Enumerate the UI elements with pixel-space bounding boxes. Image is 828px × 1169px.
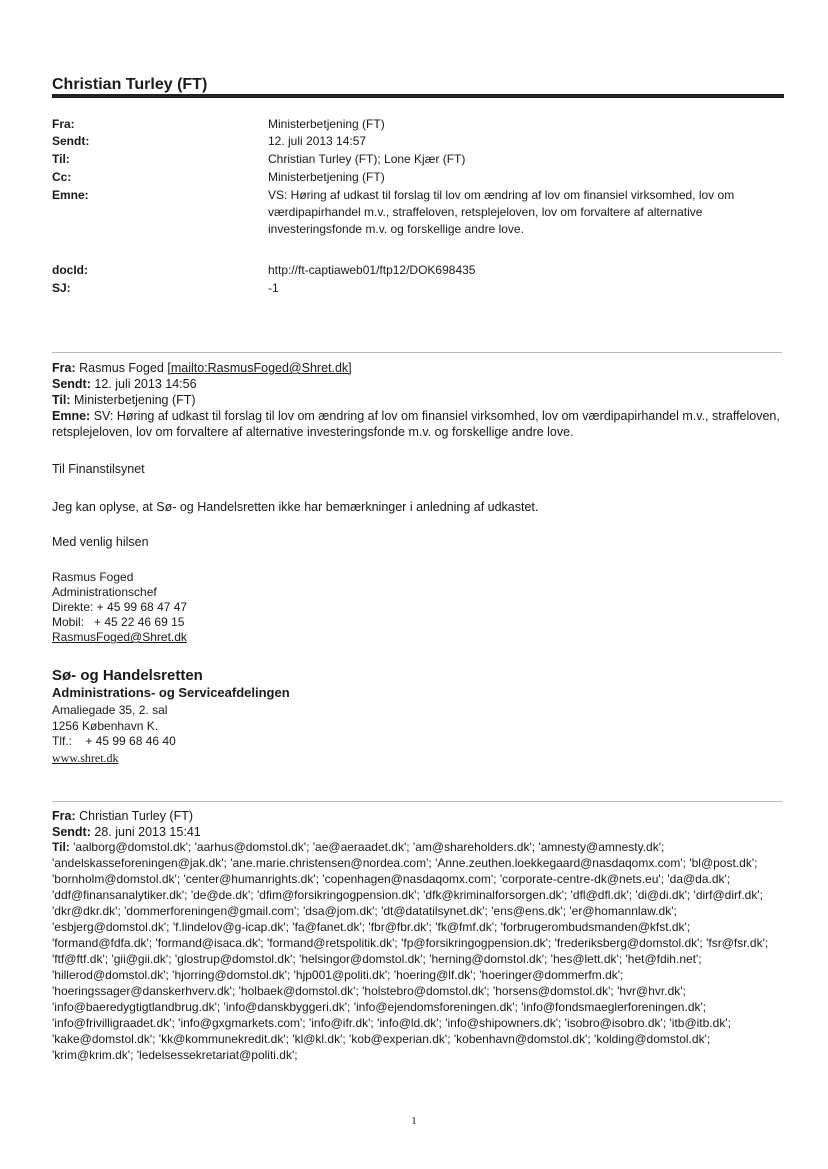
signature-name: Rasmus Foged: [52, 570, 134, 584]
message-header: [52, 808, 792, 840]
msg2-fra: Christian Turley (FT): [79, 809, 194, 823]
sendt-label: Sendt:: [52, 134, 90, 148]
signature-email-link[interactable]: RasmusFoged@Shret.dk: [52, 630, 187, 644]
msg-sendt-label: Sendt:: [52, 377, 91, 391]
til-value: Christian Turley (FT); Lone Kjær (FT): [268, 152, 466, 166]
separator: [52, 352, 782, 353]
msg2-sendt: 28. juni 2013 15:41: [94, 825, 201, 839]
docid-label: docId:: [52, 263, 88, 277]
signature-block: [52, 570, 187, 645]
msg-sendt: 12. juli 2013 14:56: [94, 377, 197, 391]
website-link[interactable]: www.shret.dk: [52, 751, 119, 765]
recipients: 'aalborg@domstol.dk'; 'aarhus@domstol.dk'; 'ae@aeraadet.dk'; 'am@shareholders.dk'; 'amnesty@amnesty.dk'; 'andelskasseforeningen@jak.dk'; 'ane.marie.christensen@nordea.com'; 'Anne.zeuthen.loekkegaard@nasdaqomx.com'; 'bl@post.dk'; 'bornholm@domstol.dk'; 'center@humanrights.dk'; 'copenhagen@nasdaqomx.com'; 'corporate-centre-dk@nets.eu'; 'da@da.dk'; 'ddf@finansanalytiker.dk'; 'de@de.dk'; 'dfim@forsikringogpension.dk'; 'dfk@kriminalforsorgen.dk'; 'dfl@dfl.dk'; 'di@di.dk'; 'dirf@dirf.dk'; 'dkr@dkr.dk'; 'dommerforeningen@gmail.com'; 'dsa@jom.dk'; 'dt@datatilsynet.dk'; 'ens@ens.dk'; 'er@homannlaw.dk'; 'esbjerg@domstol.dk'; 'f.lindelov@g-icap.dk'; 'fa@fanet.dk'; 'fbr@fbr.dk'; 'fk@fmf.dk'; 'forbrugerombudsmanden@kfst.dk'; 'formand@fdfa.dk'; 'formand@isaca.dk'; 'formand@retspolitik.dk'; 'fp@forsikringogpension.dk'; 'frederiksberg@domstol.dk'; 'fsr@fsr.dk'; 'ftf@ftf.dk'; 'gii@gii.dk'; 'glostrup@domstol.dk'; 'helsingor@domstol.dk'; 'herning@domstol.dk'; 'hes@lett.dk'; 'het@fdih.net'; 'hillerod@domstol.dk'; 'hjorring@domstol.dk'; 'hjp001@politi.dk'; 'hoering@lf.dk'; 'hoeringer@dommerfm.dk'; 'hoeringssager@danskerhverv.dk'; 'holbaek@domstol.dk'; 'holstebro@domstol.dk'; 'horsens@domstol.dk'; 'hvr@hvr.dk'; 'info@baeredygtigtlandbrug.dk'; 'info@danskbyggeri.dk'; 'info@ejendomsforeningen.dk'; 'info@fondsmaeglerforeningen.dk'; 'info@frivilligraadet.dk'; 'info@gxgmarkets.com'; 'info@ifr.dk'; 'info@ld.dk'; 'info@shipowners.dk'; 'isobro@isobro.dk'; 'itb@itb.dk'; 'kake@domstol.dk'; 'kk@kommunekredit.dk'; 'kl@kl.dk'; 'kob@experian.dk'; 'kobenhavn@domstol.dk'; 'kolding@domstol.dk'; 'krim@krim.dk'; 'ledelsessekretariat@politi.dk';: [52, 840, 769, 1062]
document-title: Christian Turley (FT): [52, 76, 208, 93]
body-text: Jeg kan oplyse, at Sø- og Handelsretten ikke har bemærkninger i anledning af udkastet.: [52, 500, 539, 514]
msg-fra-label: Fra:: [52, 361, 76, 375]
signature-title: Administrationschef: [52, 585, 157, 599]
title-rule: [52, 94, 784, 98]
greeting: Til Finanstilsynet: [52, 462, 145, 476]
signature-direct-phone: Direkte: + 45 99 68 47 47: [52, 600, 188, 614]
cc-label: Cc:: [52, 170, 72, 184]
msg-til: Ministerbetjening (FT): [74, 393, 196, 407]
msg-emne: SV: Høring af udkast til forslag til lov om ændring af lov om finansiel virksomhed, lov om værdipapirhandel m.v., straffeloven, retsplejeloven, lov om forvaltere af alternative investeringsfonde m.v. og forskellige andre love.: [52, 409, 780, 439]
msg2-fra-label: Fra:: [52, 809, 76, 823]
separator: [52, 801, 782, 802]
page-number: 1: [411, 1115, 417, 1127]
msg2-til-label: Til:: [52, 840, 70, 854]
cc-value: Ministerbetjening (FT): [268, 170, 385, 184]
address-block: [52, 703, 176, 750]
organization-name: Sø- og Handelsretten: [52, 667, 203, 684]
closing: Med venlig hilsen: [52, 535, 149, 549]
fra-label: Fra:: [52, 117, 75, 131]
msg2-sendt-label: Sendt:: [52, 825, 91, 839]
sendt-value: 12. juli 2013 14:57: [268, 134, 367, 148]
address-street: Amaliegade 35, 2. sal: [52, 703, 168, 717]
address-city: 1256 København K.: [52, 718, 159, 733]
fra-value: Ministerbetjening (FT): [268, 117, 385, 131]
sender-mail-link[interactable]: [mailto:RasmusFoged@Shret.dk]: [167, 361, 352, 375]
emne-label: Emne:: [52, 188, 89, 202]
til-label: Til:: [52, 152, 70, 166]
department-name: Administrations- og Serviceafdelingen: [52, 685, 290, 700]
msg-til-label: Til:: [52, 393, 71, 407]
msg-fra: Rasmus Foged: [79, 361, 164, 375]
address-phone: Tlf.: + 45 99 68 46 40: [52, 734, 176, 748]
recipient-list: [52, 839, 792, 1063]
emne-value: VS: Høring af udkast til forslag til lov om ændring af lov om finansiel virksomhed, lov om værdipapirhandel m.v., straffeloven, retsplejeloven, lov om forvaltere af alternative investeringsfonde m.v. og forskellige andre love.: [268, 188, 735, 236]
sj-label: SJ:: [52, 281, 71, 295]
msg-emne-label: Emne:: [52, 409, 91, 423]
signature-mobile: Mobil: + 45 22 46 69 15: [52, 615, 185, 629]
sj-value: -1: [268, 281, 279, 295]
message-header: [52, 360, 792, 440]
docid-value: http://ft-captiaweb01/ftp12/DOK698435: [268, 263, 476, 277]
